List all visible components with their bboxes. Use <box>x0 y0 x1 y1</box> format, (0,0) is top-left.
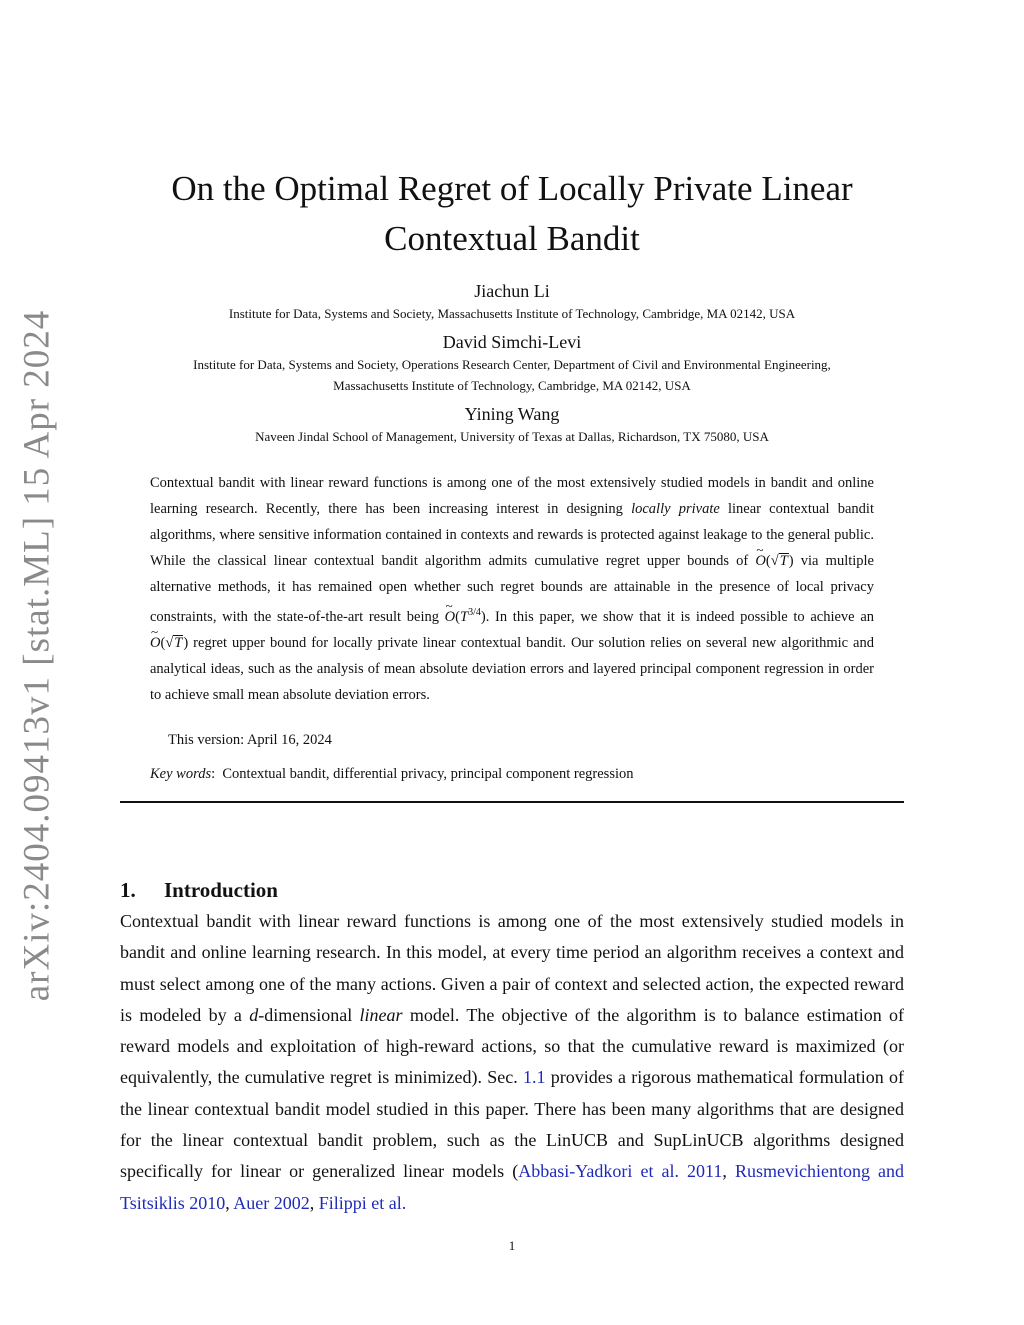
math-o-tilde-sqrt-t-2: ~ O(√T) <box>150 635 188 651</box>
abstract-emphasis: locally private <box>631 501 720 517</box>
math-t-2: T <box>174 634 183 651</box>
intro-text-1: Contextual bandit with linear reward functions is among one of the most extensively studied models in bandit and online learning research. In this model, at every time period an algorithm receives a context and must select among one of the many actions. Given a pair of context and selected action, the expected reward is modeled by a <box>120 911 904 1025</box>
arxiv-identifier-stamp <box>4 309 70 1001</box>
paper-title <box>100 164 924 264</box>
intro-text-2: -dimensional <box>258 1004 360 1025</box>
math-exponent: 3/4 <box>468 607 481 618</box>
section-number: 1. <box>120 878 136 902</box>
math-t-1: T <box>779 553 788 569</box>
intro-text-3: model. The objective of the algorithm is to balance estimation of reward models and exploitation of high-reward actions, so that the cumulative reward is maximized (or equivalently, the cumulative regret is minimized). Sec. <box>120 1004 904 1088</box>
intro-text-4: provides a rigorous mathematical formulation of the linear contextual bandit model studied in this paper. There has been many algorithms that are designed for the linear contextual bandit problem, such as the LinUCB and SupLinUCB algorithms designed specifically for linear or generalized linear models ( <box>120 1067 904 1182</box>
citation-link-4[interactable]: Filippi et al. <box>318 1192 407 1213</box>
abstract-text-4: . In this paper, we show that it is indeed possible to achieve an <box>485 608 875 625</box>
paper-title-line-2: Contextual Bandit <box>384 219 640 258</box>
author-affiliation-1: Institute for Data, Systems and Society, Massachusetts Institute of Technology, Cambridge, MA 02142, USA <box>228 306 796 321</box>
author-affiliation-2-line-2: Massachusetts Institute of Technology, Cambridge, MA 02142, USA <box>333 378 691 393</box>
citation-link-2[interactable]: Rusmevichientong and Tsitsiklis 2010 <box>120 1161 904 1213</box>
version-line: This version: April 16, 2024 <box>168 732 332 748</box>
introduction-paragraph: Contextual bandit with linear reward functions is among one of the most extensively studied models in bandit and online learning research. In this model, at every time period an algorithm receives a context and must select among one of the many actions. Given a pair of context and selected action, the expected reward is modeled by a d-dimensional linear model. The objective of the algorithm is to balance estimation of reward models and exploitation of high-reward actions, so that the cumulative reward is maximized (or equivalently, the cumulative regret is minimized). Sec. 1.1 provides a rigorous mathematical formulation of the linear contextual bandit model studied in this paper. There has been many algorithms that are designed for the linear contextual bandit problem, such as the LinUCB and SupLinUCB algorithms designed specifically for linear or generalized linear models (Abbasi-Yadkori et al. 2011, Rusmevichientong and Tsitsiklis 2010, Auer 2002, Filippi et al. <box>120 911 904 1213</box>
intro-emphasis-linear: linear <box>359 1004 403 1025</box>
section-title: Introduction <box>164 878 278 902</box>
math-o-tilde-sqrt-t-1: ~ O(√T) <box>755 553 793 569</box>
citation-link-1[interactable]: Abbasi-Yadkori et al. 2011 <box>518 1161 723 1182</box>
horizontal-rule <box>120 801 904 803</box>
math-o-tilde-t-three-quarters: ~ $O(T^{3/4})$ <box>445 609 486 625</box>
author-name-2: David Simchi-Levi <box>442 332 582 352</box>
abstract-text-2: linear contextual bandit algorithms, where sensitive information contained in contexts and rewards is protected against leakage to the general public. While the classical linear contextual bandit algorithm admits cumulative regret upper bounds of <box>150 501 874 569</box>
keywords-label: Key words <box>150 766 212 782</box>
page-number: 1 <box>508 1238 516 1253</box>
keywords-line: Key words: Contextual bandit, differential privacy, principal component regression <box>150 766 634 782</box>
author-name-3: Yining Wang <box>464 404 560 424</box>
paper-title-line-1: On the Optimal Regret of Locally Private Linear <box>171 169 853 208</box>
section-reference-link[interactable]: 1.1 <box>523 1067 546 1088</box>
abstract-text-5: regret upper bound for locally private linear contextual bandit. Our solution relies on several new algorithmic and analytical ideas, such as the analysis of mean absolute deviation errors and layered principal component regression in order to achieve small mean absolute deviation errors. <box>150 634 874 703</box>
author-affiliation-2-line-1: Institute for Data, Systems and Society, Operations Research Center, Department of Civil and Environmental Engineering, <box>193 357 831 372</box>
abstract-text-3: via multiple alternative methods, it has remained open whether such regret bounds are attainable in the presence of local privacy constraints, with the state-of-the-art result being <box>150 553 874 625</box>
author-name-1: Jiachun Li <box>474 281 550 301</box>
author-affiliation-3: Naveen Jindal School of Management, University of Texas at Dallas, Richardson, TX 75080, USA <box>255 429 769 444</box>
abstract <box>150 470 874 708</box>
math-d-variable: d <box>249 1004 259 1025</box>
abstract-text-1: Contextual bandit with linear reward functions is among one of the most extensively studied models in bandit and online learning research. Recently, there has been increasing interest in designing <box>150 475 874 517</box>
citation-link-3[interactable]: Auer 2002 <box>233 1192 310 1213</box>
arxiv-identifier-text: arXiv:2404.09413v1 [stat.ML] 15 Apr 2024 <box>16 309 58 1001</box>
section-heading <box>120 876 278 904</box>
keywords-list: Contextual bandit, differential privacy, principal component regression <box>222 766 634 782</box>
